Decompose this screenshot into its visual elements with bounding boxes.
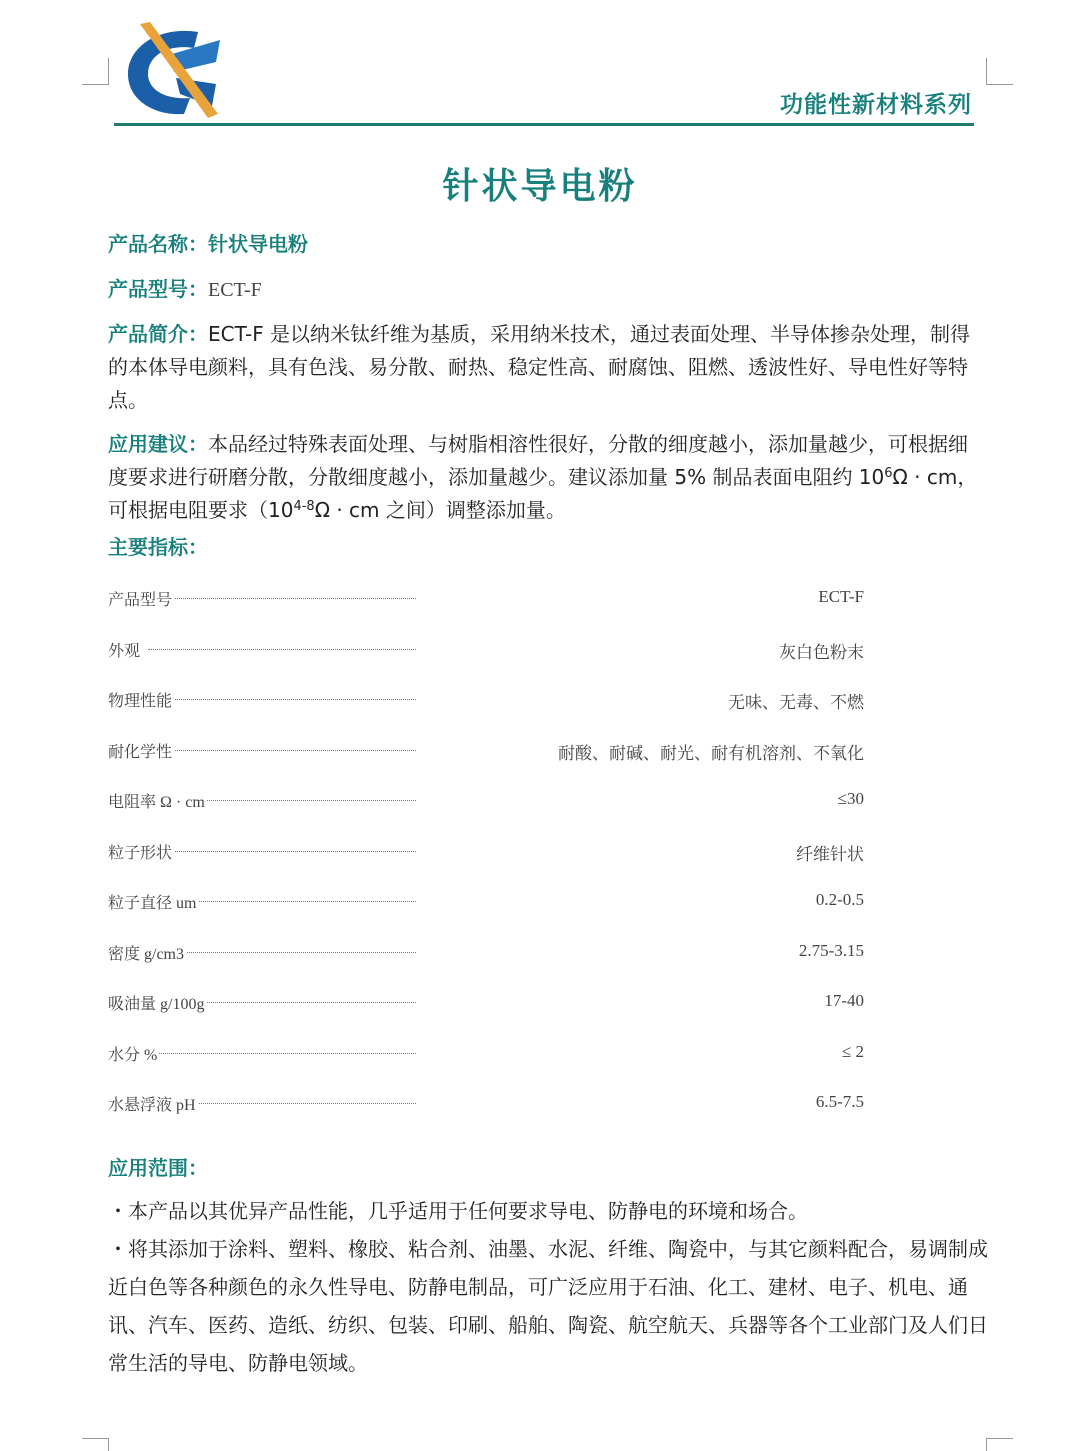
product-intro-label: 产品简介： bbox=[108, 322, 208, 346]
spec-row bbox=[108, 937, 864, 988]
crop-mark-bottom-left bbox=[82, 1438, 109, 1451]
product-model-value: ECT-F bbox=[208, 279, 262, 301]
leader-dots bbox=[148, 1053, 416, 1054]
spec-row bbox=[108, 735, 864, 786]
spec-row bbox=[108, 684, 864, 735]
leader-dots bbox=[148, 851, 416, 852]
spec-name: 耐化学性 bbox=[108, 739, 174, 762]
spec-row bbox=[108, 1088, 864, 1139]
spec-name: 电阻率 Ω · cm bbox=[108, 789, 207, 812]
usage-advice-exponent-2: 4-8 bbox=[293, 499, 315, 514]
spec-value: 耐酸、耐碱、耐光、耐有机溶剂、不氧化 bbox=[558, 743, 864, 763]
spec-value: 2.75-3.15 bbox=[798, 940, 864, 960]
leader-dots bbox=[148, 699, 416, 700]
spec-value: 灰白色粉末 bbox=[779, 642, 864, 662]
spec-row bbox=[108, 634, 864, 685]
spec-name: 物理性能 bbox=[108, 688, 174, 711]
spec-name: 外观 bbox=[108, 638, 142, 661]
spec-row bbox=[108, 1038, 864, 1089]
product-name-value: 针状导电粉 bbox=[208, 232, 308, 256]
usage-advice-label: 应用建议： bbox=[108, 432, 208, 456]
spec-value: 无味、无毒、不燃 bbox=[728, 693, 864, 712]
crop-mark-top-right bbox=[986, 58, 1013, 85]
application-title: 应用范围： bbox=[108, 1156, 208, 1180]
spec-value: 0.2-0.5 bbox=[815, 890, 864, 909]
spec-value: ≤30 bbox=[837, 789, 864, 808]
usage-advice-field bbox=[108, 428, 978, 527]
spec-name: 吸油量 g/100g bbox=[108, 991, 206, 1014]
leader-dots bbox=[148, 649, 416, 650]
spec-row bbox=[108, 785, 864, 836]
product-name-field bbox=[108, 228, 978, 261]
spec-row bbox=[108, 886, 864, 937]
spec-name: 产品型号 bbox=[108, 587, 174, 610]
crop-mark-bottom-right bbox=[986, 1438, 1013, 1451]
document-title: 针状导电粉 bbox=[442, 166, 638, 207]
spec-name: 密度 g/cm3 bbox=[108, 941, 186, 964]
spec-value: 6.5-7.5 bbox=[815, 1092, 864, 1111]
usage-advice-exponent-1: 6 bbox=[884, 466, 893, 481]
product-model-field bbox=[108, 273, 978, 307]
spec-value: 17-40 bbox=[824, 991, 864, 1010]
application-body bbox=[108, 1192, 988, 1382]
spec-table bbox=[108, 583, 864, 1139]
product-intro-text: ECT-F 是以纳米钛纤维为基质，采用纳米技术，通过表面处理、半导体掺杂处理，制得的本体导电颜料，具有色浅、易分散、耐热、稳定性高、耐腐蚀、阻燃、透波性好、导电性好等特点。 bbox=[108, 322, 971, 412]
spec-row bbox=[108, 836, 864, 887]
crop-mark-top-left bbox=[82, 58, 109, 85]
spec-name: 粒子直径 um bbox=[108, 890, 198, 913]
spec-value: ≤ 2 bbox=[841, 1041, 864, 1061]
spec-value: 纤维针状 bbox=[796, 844, 864, 864]
usage-advice-text-2: Ω · cm，可根据电阻要求（10 bbox=[108, 465, 978, 522]
company-logo bbox=[120, 18, 230, 122]
series-label: 功能性新材料系列 bbox=[780, 92, 972, 118]
spec-name: 粒子形状 bbox=[108, 840, 174, 863]
header-rule bbox=[114, 123, 974, 126]
spec-row bbox=[108, 987, 864, 1038]
spec-name: 水悬浮液 pH bbox=[108, 1092, 198, 1115]
spec-name: 水分 % bbox=[108, 1042, 159, 1065]
leader-dots bbox=[148, 952, 416, 953]
spec-value: ECT-F bbox=[818, 587, 864, 606]
product-name-label: 产品名称： bbox=[108, 232, 208, 256]
usage-advice-text-1: 本品经过特殊表面处理、与树脂相溶性很好，分散的细度越小，添加量越少，可根据细度要求进行研磨分散，分散细度越小，添加量越少。建议添加量 5% 制品表面电阻约 10 bbox=[108, 432, 968, 489]
spec-row bbox=[108, 583, 864, 634]
leader-dots bbox=[148, 750, 416, 751]
leader-dots bbox=[148, 598, 416, 599]
application-bullet: ・本产品以其优异产品性能，几乎适用于任何要求导电、防静电的环境和场合。 bbox=[108, 1199, 808, 1223]
product-model-label: 产品型号： bbox=[108, 277, 208, 301]
specs-title: 主要指标： bbox=[108, 535, 208, 559]
product-intro-field bbox=[108, 318, 978, 417]
usage-advice-text-3: Ω · cm 之间）调整添加量。 bbox=[314, 498, 566, 522]
application-bullet: ・将其添加于涂料、塑料、橡胶、粘合剂、油墨、水泥、纤维、陶瓷中，与其它颜料配合，易调制成近白色等各种颜色的永久性导电、防静电制品，可广泛应用于石油、化工、建材、电子、机电、通讯、汽车、医药、造纸、纺织、包装、印刷、船舶、陶瓷、航空航天、兵器等各个工业部门及人们日常生活的导电、防静电领域。 bbox=[108, 1237, 988, 1375]
